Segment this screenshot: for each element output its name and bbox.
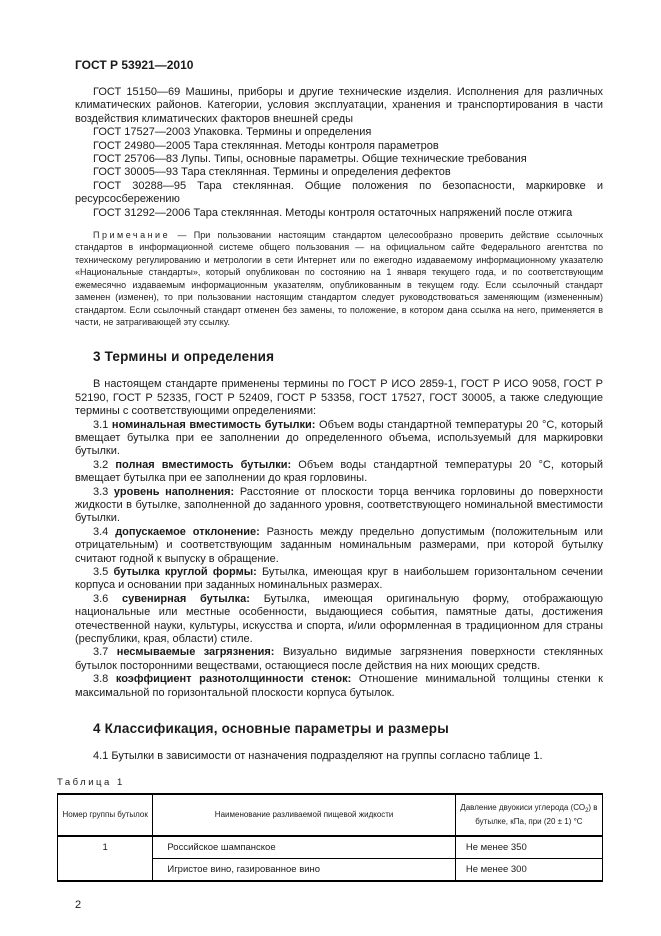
pressure-header-text: Давление двуокиси углерода (СО: [460, 803, 586, 813]
term-number: 3.6: [93, 592, 109, 605]
term-definition: Бутылка, имеющая круг в наибольшем горизонтальном сечении корпуса и основании при заданных номинальных размерах.: [75, 566, 603, 592]
term-number: 3.2: [93, 458, 109, 471]
term-name: уровень наполнения:: [113, 485, 235, 498]
reference-item: ГОСТ 31292—2006 Тара стеклянная. Методы контроля остаточных напряжений после отжига: [93, 206, 573, 219]
term-name: несмываемые загрязнения:: [116, 646, 275, 659]
section-3-heading: 3 Термины и определения: [93, 349, 275, 365]
pressure-header-text-tail: ) в бутылке, кПа, при (20 ± 1) °С: [475, 803, 598, 826]
term-definition: Объем воды стандартной температуры 20 °С, который вмещает бутылка при ее заполнении до края горловины.: [75, 458, 603, 485]
term-item: [75, 566, 603, 593]
table-row: [58, 836, 603, 859]
cell-liquid: Российское шампанское: [153, 836, 455, 859]
reference-item: ГОСТ 17527—2003 Упаковка. Термины и определения: [93, 126, 372, 139]
term-name: коэффициент разнотолщинности стенок:: [115, 673, 352, 686]
cell-pressure: Не менее 350: [455, 836, 602, 859]
table-1: [57, 793, 603, 882]
term-definition: Разность между предельно допустимым (положительным или отрицательным) и соответствующим заданным номинальным размерами, при которой бутылку считают годной к выпуску в обращение.: [75, 525, 604, 565]
term-item: [75, 646, 603, 673]
section-4-heading: 4 Классификация, основные параметры и размеры: [93, 721, 449, 737]
term-item: [75, 593, 603, 647]
term-name: полная вместимость бутылки:: [115, 458, 292, 471]
table-header-row: [58, 794, 603, 836]
term-number: 3.3: [93, 485, 109, 498]
term-item: [75, 459, 603, 486]
reference-item: ГОСТ 30005—93 Тара стеклянная. Термины и определения дефектов: [93, 166, 451, 179]
term-name: сувенирная бутылка:: [122, 592, 250, 605]
reference-item: ГОСТ 24980—2005 Тара стеклянная. Методы контроля параметров: [93, 139, 439, 152]
term-definition: Визуально видимые загрязнения поверхности стеклянных бутылок посторонними веществами, остающиеся после действия на них моющих средств.: [75, 646, 603, 672]
note-text: — При пользовании настоящим стандартом целесообразно проверить действие ссылочных стандартов в информационной системе общего пользования — на официальном сайте Федерального агентства по техническому регулированию и метрологии в сети Интернет или по ежегодно издаваемому информационному указателю «Национальные стандарты», который опубликован по состоянию на 1 января текущего года, и по соответствующим ежемесячно издаваемым информационным указателям, опубликованным в текущем году. Если ссылочный стандарт заменен (изменен), то при пользовании настоящим стандартом следует руководствоваться заменяющим (измененным) стандартом. Если ссылочный стандарт отменен без замены, то положение, в котором дана ссылка на него, применяется в части, не затрагивающей эту ссылку.: [75, 230, 603, 327]
term-number: 3.8: [93, 673, 109, 686]
clause-4-1: 4.1 Бутылки в зависимости от назначения подразделяют на группы согласно таблице 1.: [93, 750, 543, 763]
term-number: 3.1: [93, 418, 109, 431]
cell-group-number: 1: [58, 836, 153, 881]
term-name: бутылка круглой формы:: [113, 566, 257, 578]
term-definition: Расстояние от плоскости торца венчика горловины до поверхности жидкости в бутылке, заполненной до заданного уровня, соответствующего номинальной вместимости бутылки.: [75, 485, 603, 525]
table-label-word: Таблица: [57, 777, 112, 789]
reference-item: ГОСТ 30288—95 Тара стеклянная. Общие положения по безопасности, маркировке и ресурсосбережению: [75, 179, 603, 206]
table-header-pressure: [455, 794, 602, 836]
note-block: [75, 229, 603, 328]
page-number: 2: [75, 899, 82, 912]
term-definition: Бутылка, имеющая оригинальную форму, отображающую национальные или местные особенности, выдающиеся события, памятные даты, достижения отечественной науки, культуры, искусства и спорта, и/или оформленная в традиционном для страны (республики, края, области) стиле.: [75, 592, 604, 646]
reference-item: ГОСТ 25706—83 Лупы. Типы, основные параметры. Общие технические требования: [93, 153, 527, 166]
table-header-liquid-name: Наименование разливаемой пищевой жидкости: [153, 794, 455, 836]
term-definition: Объем воды стандартной температуры 20 °С, который вмещает бутылка при ее заполнении до определенного объема, используемый для маркировки бутылки.: [75, 418, 603, 458]
term-item: [75, 419, 603, 459]
references-list: [75, 86, 603, 220]
term-number: 3.4: [93, 525, 109, 538]
cell-pressure: Не менее 300: [455, 859, 602, 882]
term-item: [75, 486, 603, 526]
term-number: 3.5: [93, 566, 109, 578]
term-name: допускаемое отклонение:: [115, 525, 260, 538]
term-item: [75, 526, 603, 566]
running-header: ГОСТ Р 53921—2010: [75, 58, 194, 72]
table-header-group-number: Номер группы бутылок: [58, 794, 153, 836]
section-3-intro: В настоящем стандарте применены термины по ГОСТ Р ИСО 2859-1, ГОСТ Р ИСО 9058, ГОСТ Р 52190, ГОСТ Р 52335, ГОСТ Р 52409, ГОСТ Р 53358, ГОСТ 17527, ГОСТ 30005, а также следующие термины с соответствующими определениями:: [75, 378, 603, 418]
term-name: номинальная вместимость бутылки:: [111, 418, 316, 431]
table-1-label: [57, 777, 603, 788]
note-label: Примечание: [93, 230, 171, 241]
reference-item: ГОСТ 15150—69 Машины, приборы и другие технические изделия. Исполнения для различных климатических районов. Категории, условия эксплуатации, хранения и транспортирования в части воздействия климатических факторов внешней среды: [75, 86, 603, 125]
cell-liquid: Игристое вино, газированное вино: [153, 859, 455, 882]
term-item: [75, 673, 603, 700]
term-number: 3.7: [93, 646, 109, 659]
table-label-number: 1: [117, 777, 123, 789]
term-definition: Отношение минимальной толщины стенки к максимальной по горизонтальной плоскости корпуса бутылок.: [75, 673, 603, 699]
co2-subscript: 2: [585, 808, 589, 815]
terms-list: [75, 419, 603, 701]
